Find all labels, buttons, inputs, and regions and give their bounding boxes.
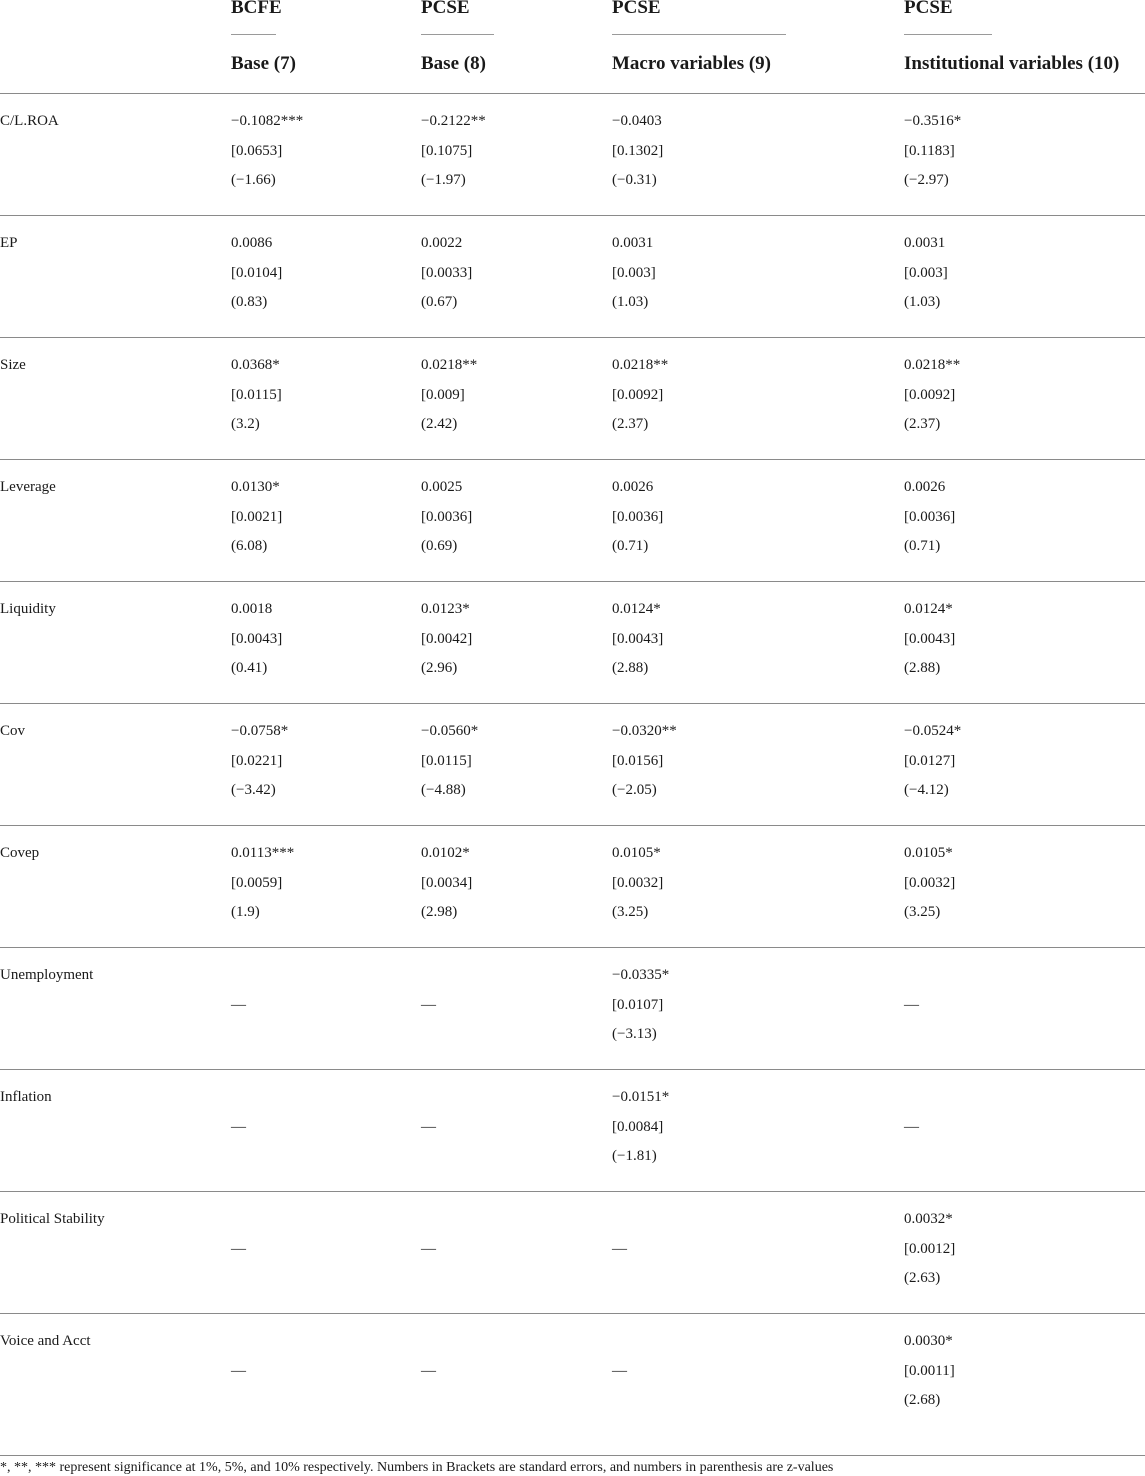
table-cell (904, 722, 961, 811)
standard-error: [0.0092] (904, 386, 956, 403)
column-method: BCFE (231, 0, 282, 18)
table-row (0, 94, 1145, 216)
empty-cell (231, 996, 246, 1026)
coefficient: 0.0031 (612, 235, 654, 251)
table-cell (904, 600, 955, 689)
z-value: (0.69) (421, 538, 458, 555)
z-value: (−1.81) (612, 1148, 657, 1165)
z-value: (−2.97) (904, 172, 949, 189)
column-rule (421, 34, 494, 35)
empty-cell (612, 1362, 627, 1392)
standard-error: [0.0156] (612, 752, 664, 769)
table-cell (612, 722, 677, 811)
standard-error: [0.003] (612, 264, 656, 281)
table-cell (612, 478, 663, 567)
standard-error: [0.0059] (231, 874, 283, 891)
standard-error: [0.0012] (904, 1240, 956, 1257)
coefficient: 0.0105* (612, 845, 661, 861)
coefficient: −0.0335* (612, 967, 670, 983)
empty-cell (904, 996, 919, 1026)
standard-error: [0.0033] (421, 264, 473, 281)
z-value: (2.96) (421, 660, 458, 677)
column-rule (612, 34, 786, 35)
z-value: (0.71) (612, 538, 649, 555)
table-row (0, 1192, 1145, 1314)
row-label: Liquidity (0, 601, 56, 617)
table-row (0, 1314, 1145, 1456)
standard-error: [0.0043] (231, 630, 283, 647)
table-cell (904, 112, 961, 201)
column-subtitle: Macro variables (9) (612, 53, 771, 74)
table-cell (421, 844, 472, 933)
dash-placeholder: — (421, 1241, 436, 1257)
z-value: (1.03) (612, 294, 649, 311)
column-subtitle: Base (8) (421, 53, 486, 74)
z-value: (−1.97) (421, 172, 466, 189)
table-cell (904, 356, 960, 445)
row-label: C/L.ROA (0, 113, 59, 129)
coefficient: 0.0130* (231, 479, 280, 495)
coefficient: 0.0032* (904, 1211, 953, 1227)
table-body (0, 94, 1145, 1456)
table-cell (421, 478, 472, 567)
z-value: (0.83) (231, 294, 268, 311)
standard-error: [0.0042] (421, 630, 473, 647)
column-rule (904, 34, 992, 35)
coefficient: −0.3516* (904, 113, 962, 129)
column-method: PCSE (421, 0, 470, 18)
standard-error: [0.0036] (612, 508, 664, 525)
row-label: EP (0, 235, 18, 251)
table-cell (231, 600, 282, 689)
z-value: (2.37) (904, 416, 941, 433)
row-label: Unemployment (0, 967, 94, 983)
standard-error: [0.0115] (421, 752, 472, 769)
empty-cell (231, 1118, 246, 1148)
dash-placeholder: — (904, 997, 919, 1013)
z-value: (0.67) (421, 294, 458, 311)
row-label: Voice and Acct (0, 1333, 91, 1349)
standard-error: [0.0115] (231, 386, 282, 403)
standard-error: [0.0036] (421, 508, 473, 525)
standard-error: [0.0127] (904, 752, 956, 769)
standard-error: [0.0107] (612, 996, 664, 1013)
standard-error: [0.0032] (612, 874, 664, 891)
coefficient: 0.0026 (904, 479, 946, 495)
z-value: (3.25) (612, 904, 649, 921)
dash-placeholder: — (612, 1241, 627, 1257)
standard-error: [0.0221] (231, 752, 283, 769)
dash-placeholder: — (612, 1363, 627, 1379)
coefficient: −0.0560* (421, 723, 479, 739)
table-row (0, 216, 1145, 338)
table-cell (421, 722, 478, 811)
table-row (0, 582, 1145, 704)
z-value: (6.08) (231, 538, 268, 555)
empty-cell (904, 1118, 919, 1148)
row-label: Political Stability (0, 1211, 105, 1227)
column-method: PCSE (904, 0, 953, 18)
standard-error: [0.1183] (904, 142, 955, 159)
column-subtitle: Institutional variables (10) (904, 53, 1120, 74)
standard-error: [0.0036] (904, 508, 956, 525)
table-row (0, 826, 1145, 948)
table-cell (904, 1210, 955, 1299)
empty-cell (421, 996, 436, 1026)
table-row (0, 948, 1145, 1070)
table-cell (904, 1332, 955, 1421)
coefficient: −0.1082*** (231, 113, 304, 129)
z-value: (−1.66) (231, 172, 276, 189)
coefficient: 0.0018 (231, 601, 273, 617)
table-cell (612, 356, 668, 445)
empty-cell (612, 1240, 627, 1270)
table-cell (612, 234, 656, 323)
table-cell (231, 722, 288, 811)
table-cell (231, 478, 282, 567)
coefficient: 0.0218** (904, 357, 961, 373)
table-cell (421, 600, 472, 689)
z-value: (−0.31) (612, 172, 657, 189)
row-label: Leverage (0, 479, 56, 495)
table-cell (904, 478, 955, 567)
row-label: Size (0, 357, 26, 373)
coefficient: 0.0113*** (231, 845, 295, 861)
dash-placeholder: — (421, 997, 436, 1013)
dash-placeholder: — (231, 1363, 246, 1379)
table-row (0, 460, 1145, 582)
z-value: (2.68) (904, 1392, 941, 1409)
coefficient: −0.0758* (231, 723, 289, 739)
table-cell (612, 844, 663, 933)
coefficient: 0.0026 (612, 479, 654, 495)
z-value: (2.37) (612, 416, 649, 433)
table-row (0, 1070, 1145, 1192)
standard-error: [0.0043] (904, 630, 956, 647)
standard-error: [0.0043] (612, 630, 664, 647)
table-cell (421, 112, 486, 201)
coefficient: 0.0124* (904, 601, 953, 617)
standard-error: [0.0653] (231, 142, 283, 159)
dash-placeholder: — (421, 1119, 436, 1135)
table-cell (231, 356, 282, 445)
coefficient: 0.0105* (904, 845, 953, 861)
z-value: (2.63) (904, 1270, 941, 1287)
coefficient: 0.0031 (904, 235, 946, 251)
coefficient: 0.0086 (231, 235, 273, 251)
table-cell (231, 844, 294, 933)
z-value: (1.9) (231, 904, 260, 921)
table-cell (421, 234, 472, 323)
z-value: (0.71) (904, 538, 941, 555)
empty-cell (421, 1118, 436, 1148)
coefficient: −0.2122** (421, 113, 486, 129)
standard-error: [0.009] (421, 386, 465, 403)
coefficient: −0.0403 (612, 113, 662, 129)
row-label: Covep (0, 845, 40, 861)
dash-placeholder: — (231, 1119, 246, 1135)
z-value: (3.25) (904, 904, 941, 921)
coefficient: 0.0218** (421, 357, 478, 373)
dash-placeholder: — (904, 1119, 919, 1135)
table-cell (904, 844, 955, 933)
z-value: (0.41) (231, 660, 268, 677)
table-cell (231, 112, 303, 201)
empty-cell (231, 1362, 246, 1392)
table-cell (612, 1088, 669, 1177)
dash-placeholder: — (421, 1363, 436, 1379)
coefficient: 0.0124* (612, 601, 661, 617)
coefficient: 0.0368* (231, 357, 280, 373)
standard-error: [0.1075] (421, 142, 473, 159)
standard-error: [0.0032] (904, 874, 956, 891)
table-header (0, 0, 1145, 94)
column-method: PCSE (612, 0, 661, 18)
dash-placeholder: — (231, 997, 246, 1013)
empty-cell (231, 1240, 246, 1270)
z-value: (−4.12) (904, 782, 949, 799)
z-value: (2.88) (904, 660, 941, 677)
table-cell (421, 356, 477, 445)
z-value: (2.42) (421, 416, 458, 433)
coefficient: −0.0320** (612, 723, 677, 739)
standard-error: [0.0104] (231, 264, 283, 281)
z-value: (3.2) (231, 416, 260, 433)
standard-error: [0.0092] (612, 386, 664, 403)
coefficient: 0.0022 (421, 235, 463, 251)
table-cell (904, 234, 948, 323)
z-value: (−3.42) (231, 782, 276, 799)
empty-cell (421, 1362, 436, 1392)
z-value: (2.88) (612, 660, 649, 677)
standard-error: [0.003] (904, 264, 948, 281)
table-row (0, 704, 1145, 826)
row-label: Cov (0, 723, 26, 739)
z-value: (2.98) (421, 904, 458, 921)
standard-error: [0.0084] (612, 1118, 664, 1135)
table-cell (612, 966, 669, 1055)
table-cell (612, 112, 663, 201)
table-footnote: *, **, *** represent significance at 1%, 5%, and 10% respectively. Numbers in Brackets are standard errors, and numbers in parenthesis are z-values (0, 1460, 834, 1475)
coefficient: 0.0025 (421, 479, 463, 495)
column-rule (231, 34, 276, 35)
table-cell (231, 234, 282, 323)
coefficient: 0.0123* (421, 601, 470, 617)
standard-error: [0.1302] (612, 142, 664, 159)
table-cell (612, 600, 663, 689)
coefficient: −0.0151* (612, 1089, 670, 1105)
standard-error: [0.0011] (904, 1362, 955, 1379)
standard-error: [0.0034] (421, 874, 473, 891)
column-subtitle: Base (7) (231, 53, 296, 74)
coefficient: 0.0030* (904, 1333, 953, 1349)
dash-placeholder: — (231, 1241, 246, 1257)
table-row (0, 338, 1145, 460)
row-label: Inflation (0, 1089, 52, 1105)
coefficient: 0.0218** (612, 357, 669, 373)
empty-cell (421, 1240, 436, 1270)
z-value: (−3.13) (612, 1026, 657, 1043)
z-value: (1.03) (904, 294, 941, 311)
z-value: (−4.88) (421, 782, 466, 799)
coefficient: 0.0102* (421, 845, 470, 861)
standard-error: [0.0021] (231, 508, 283, 525)
z-value: (−2.05) (612, 782, 657, 799)
coefficient: −0.0524* (904, 723, 962, 739)
